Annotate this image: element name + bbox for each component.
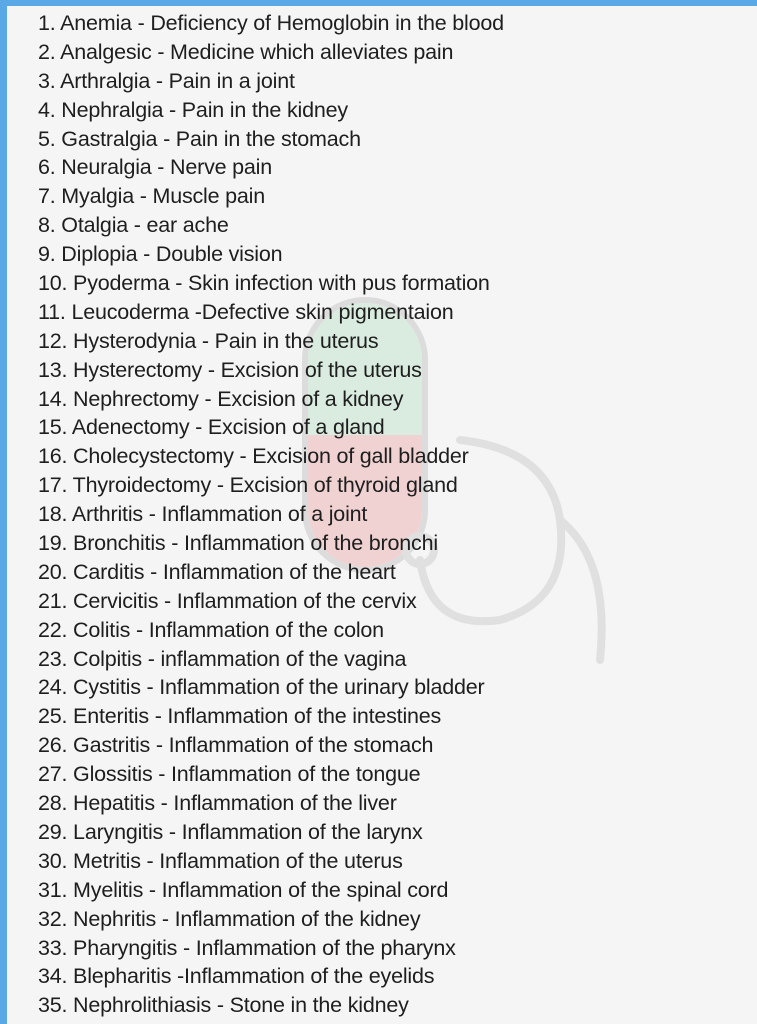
list-item: 2. Analgesic - Medicine which alleviates pain	[38, 39, 454, 64]
list-item: 5. Gastralgia - Pain in the stomach	[38, 126, 361, 151]
list-item: 32. Nephritis - Inflammation of the kidney	[38, 906, 421, 931]
list-item: 9. Diplopia - Double vision	[38, 242, 283, 267]
list-item: 26. Gastritis - Inflammation of the stomach	[38, 733, 434, 758]
list-item: 33. Pharyngitis - Inflammation of the pharynx	[38, 935, 456, 960]
list-item: 13. Hysterectomy - Excision of the uterus	[38, 357, 422, 382]
list-item: 15. Adenectomy - Excision of a gland	[38, 415, 385, 440]
list-item: 25. Enteritis - Inflammation of the intestines	[38, 704, 442, 729]
list-item: 7. Myalgia - Muscle pain	[38, 184, 266, 209]
list-item: 22. Colitis - Inflammation of the colon	[38, 617, 384, 642]
list-item: 4. Nephralgia - Pain in the kidney	[38, 97, 348, 122]
list-item: 16. Cholecystectomy - Excision of gall bladder	[38, 444, 469, 469]
list-item: 30. Metritis - Inflammation of the uterus	[38, 848, 403, 873]
medical-terms-list	[38, 9, 504, 1020]
list-item: 23. Colpitis - inflammation of the vagina	[38, 646, 407, 671]
frame-top-border	[0, 0, 757, 6]
list-item: 6. Neuralgia - Nerve pain	[38, 155, 273, 180]
frame-left-border	[0, 0, 7, 1024]
list-item: 19. Bronchitis - Inflammation of the bronchi	[38, 531, 438, 556]
list-item: 29. Laryngitis - Inflammation of the larynx	[38, 819, 423, 844]
list-item: 20. Carditis - Inflammation of the heart	[38, 559, 396, 584]
list-item: 12. Hysterodynia - Pain in the uterus	[38, 328, 379, 353]
list-item: 31. Myelitis - Inflammation of the spinal cord	[38, 877, 449, 902]
list-item: 14. Nephrectomy - Excision of a kidney	[38, 386, 404, 411]
list-item: 1. Anemia - Deficiency of Hemoglobin in the blood	[38, 11, 504, 35]
list-item: 3. Arthralgia - Pain in a joint	[38, 68, 295, 93]
list-item: 21. Cervicitis - Inflammation of the cervix	[38, 588, 417, 613]
list-item: 35. Nephrolithiasis - Stone in the kidney	[38, 993, 409, 1018]
list-item: 18. Arthritis - Inflammation of a joint	[38, 502, 368, 527]
list-item: 28. Hepatitis - Inflammation of the liver	[38, 791, 397, 816]
list-item: 11. Leucoderma -Defective skin pigmentaion	[38, 299, 454, 324]
list-item: 27. Glossitis - Inflammation of the tongue	[38, 762, 421, 787]
list-item: 17. Thyroidectomy - Excision of thyroid gland	[38, 473, 458, 498]
list-item: 34. Blepharitis -Inflammation of the eyelids	[38, 964, 435, 989]
list-item: 24. Cystitis - Inflammation of the urinary bladder	[38, 675, 485, 700]
list-item: 10. Pyoderma - Skin infection with pus formation	[38, 271, 490, 296]
list-item: 8. Otalgia - ear ache	[38, 213, 229, 238]
